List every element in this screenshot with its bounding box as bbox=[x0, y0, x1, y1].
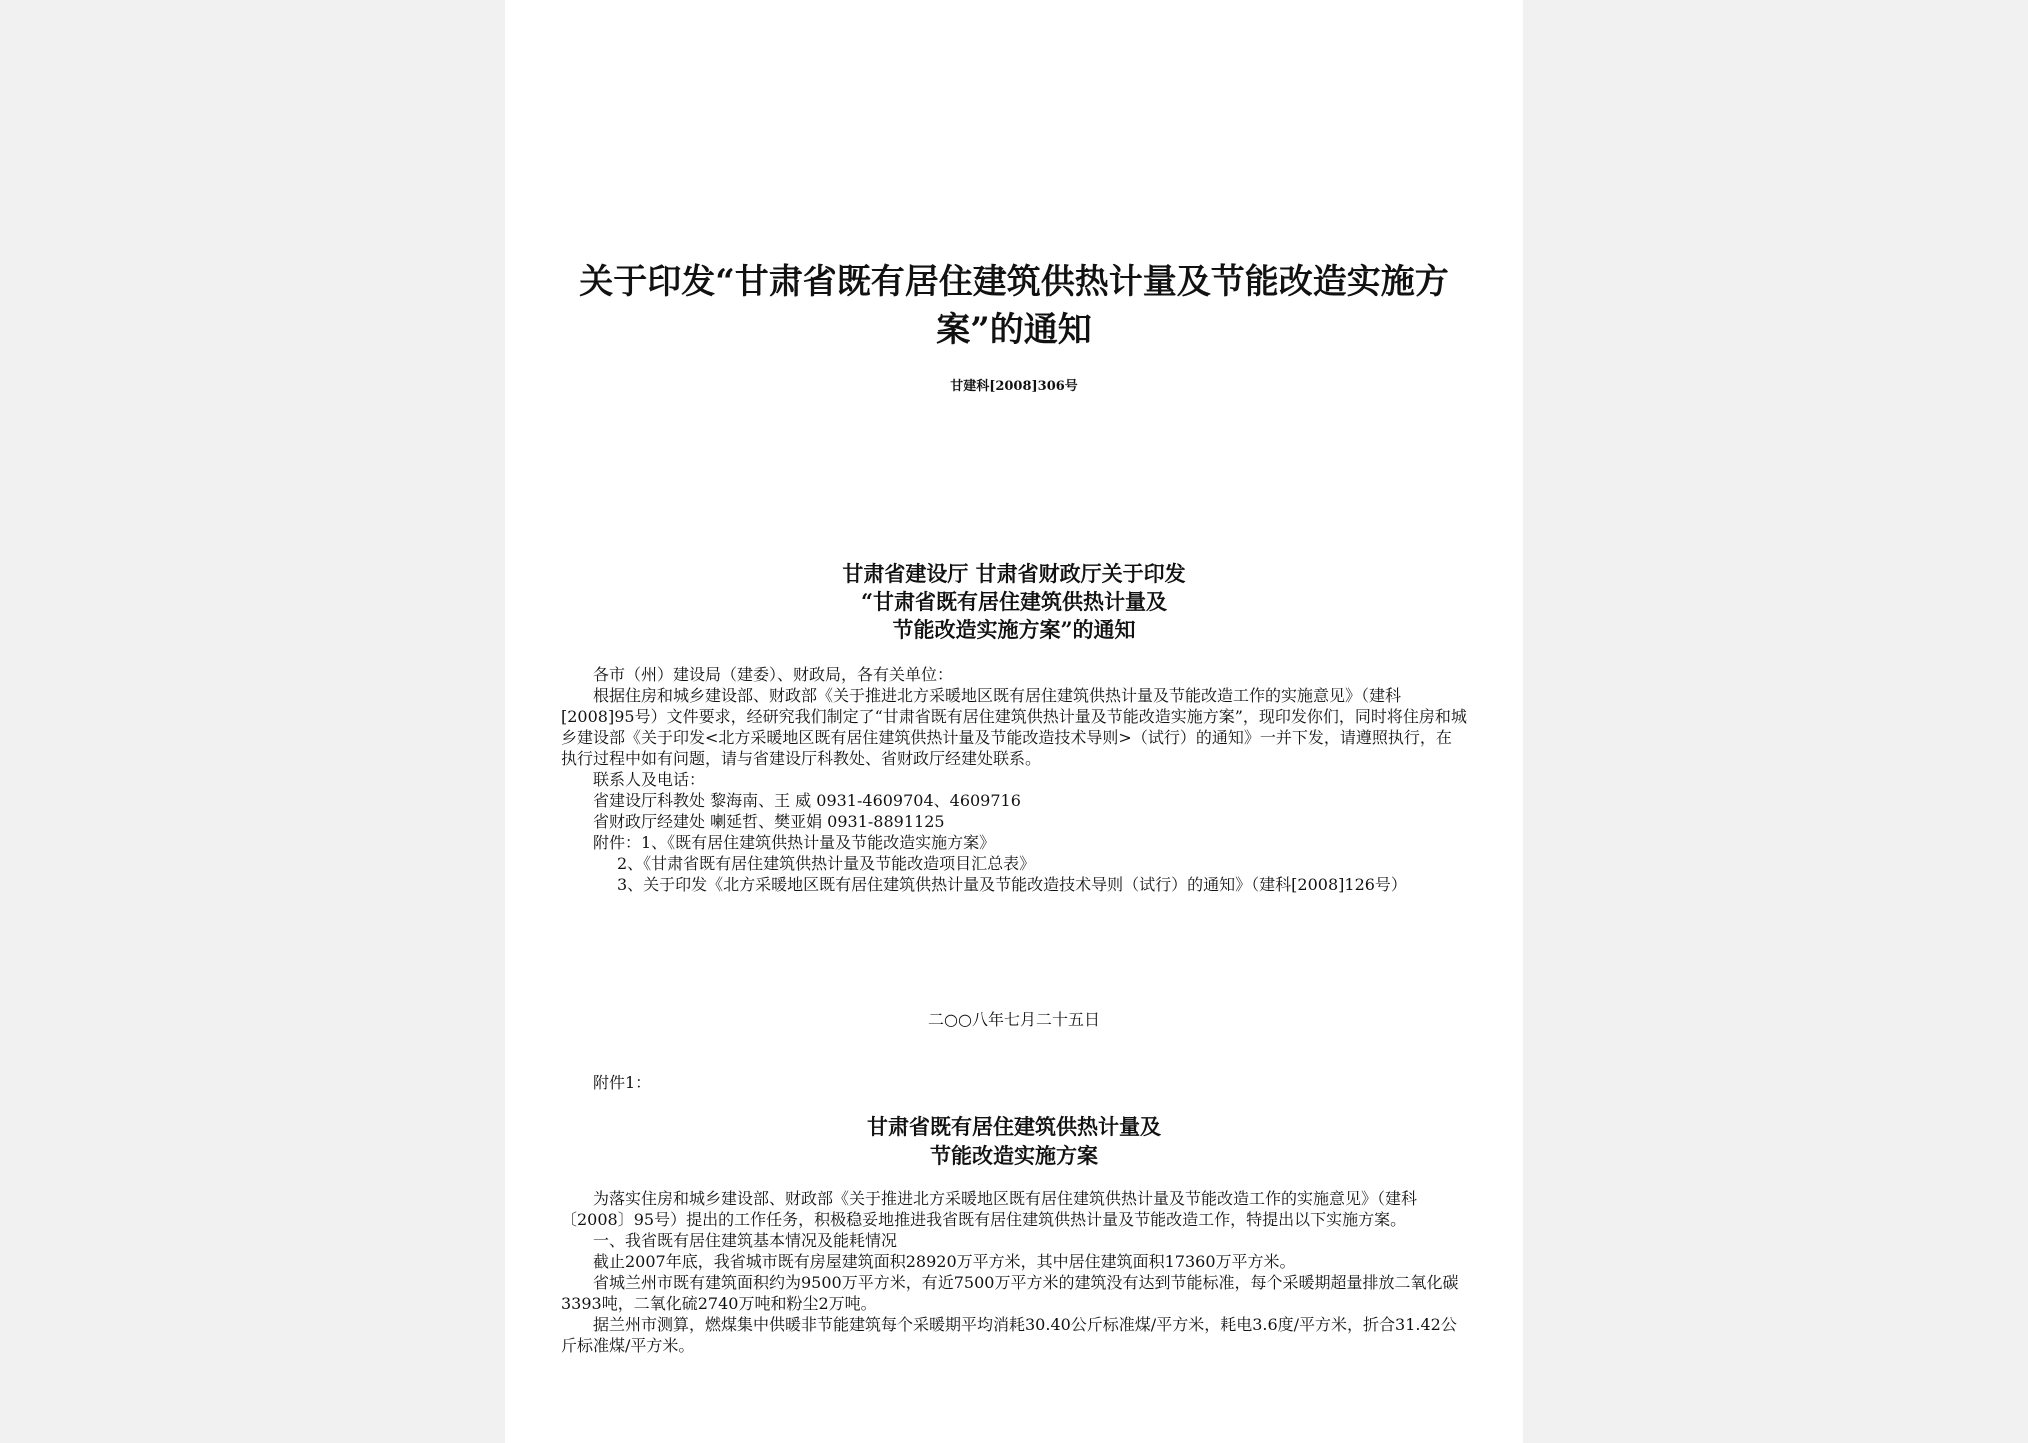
plan-title-line: 甘肃省既有居住建筑供热计量及 bbox=[867, 1114, 1161, 1139]
contact-line: 省财政厅经建处 喇延哲、樊亚娟 0931-8891125 bbox=[593, 812, 945, 831]
notice-title-line: “甘肃省既有居住建筑供热计量及 bbox=[860, 589, 1168, 614]
attachment-item: 附件：1、《既有居住建筑供热计量及节能改造实施方案》 bbox=[593, 833, 996, 852]
contacts-label: 联系人及电话： bbox=[593, 770, 706, 789]
notice-date: 二○○八年七月二十五日 bbox=[928, 1010, 1100, 1029]
notice-paragraph: 根据住房和城乡建设部、财政部《关于推进北方采暖地区既有居住建筑供热计量及节能改造工作的实施意见》（建科[2008]95号）文件要求，经研究我们制定了“甘肃省既有居住建筑供热计量及节能改造实施方案”，现印发你们，同时将住房和城乡建设部《关于印发<北方采暖地区既有居住建筑供热计量及节能改造技术导则>（试行）的通知》一并下发，请遵照执行，在执行过程中如有问题，请与省建设厅科教处、省财政厅经建处联系。 bbox=[561, 686, 1467, 768]
salutation: 各市（州）建设局（建委）、财政局，各有关单位： bbox=[593, 665, 954, 684]
notice-body bbox=[561, 664, 1467, 895]
plan-paragraph: 截止2007年底，我省城市既有房屋建筑面积28920万平方米，其中居住建筑面积17360万平方米。 bbox=[593, 1252, 1296, 1271]
plan-body bbox=[561, 1188, 1467, 1356]
attachment-item: 3、关于印发《北方采暖地区既有居住建筑供热计量及节能改造技术导则（试行）的通知》（建科[2008]126号） bbox=[617, 875, 1407, 894]
document-title: 关于印发“甘肃省既有居住建筑供热计量及节能改造实施方案”的通知 bbox=[579, 262, 1449, 350]
plan-title-line: 节能改造实施方案 bbox=[930, 1143, 1098, 1168]
attachment-item: 2、《甘肃省既有居住建筑供热计量及节能改造项目汇总表》 bbox=[617, 854, 1036, 873]
section-heading: 一、我省既有居住建筑基本情况及能耗情况 bbox=[593, 1231, 898, 1250]
plan-title bbox=[505, 1112, 1523, 1170]
contact-line: 省建设厅科教处 黎海南、王 威 0931-4609704、4609716 bbox=[593, 791, 1021, 810]
notice-title bbox=[505, 560, 1523, 644]
plan-paragraph: 省城兰州市既有建筑面积约为9500万平方米，有近7500万平方米的建筑没有达到节能标准，每个采暖期超量排放二氧化碳3393吨，二氧化硫2740万吨和粉尘2万吨。 bbox=[561, 1273, 1459, 1313]
plan-paragraph: 据兰州市测算，燃煤集中供暖非节能建筑每个采暖期平均消耗30.40公斤标准煤/平方米，耗电3.6度/平方米，折合31.42公斤标准煤/平方米。 bbox=[561, 1315, 1457, 1355]
plan-intro: 为落实住房和城乡建设部、财政部《关于推进北方采暖地区既有居住建筑供热计量及节能改造工作的实施意见》（建科〔2008〕95号）提出的工作任务，积极稳妥地推进我省既有居住建筑供热计量及节能改造工作，特提出以下实施方案。 bbox=[561, 1189, 1418, 1229]
notice-title-line: 节能改造实施方案”的通知 bbox=[892, 617, 1136, 642]
document-page bbox=[505, 0, 1523, 1443]
document-number: 甘建科[2008]306号 bbox=[950, 379, 1078, 394]
attachment-label: 附件1： bbox=[593, 1073, 652, 1092]
notice-title-line: 甘肃省建设厅 甘肃省财政厅关于印发 bbox=[842, 561, 1186, 586]
